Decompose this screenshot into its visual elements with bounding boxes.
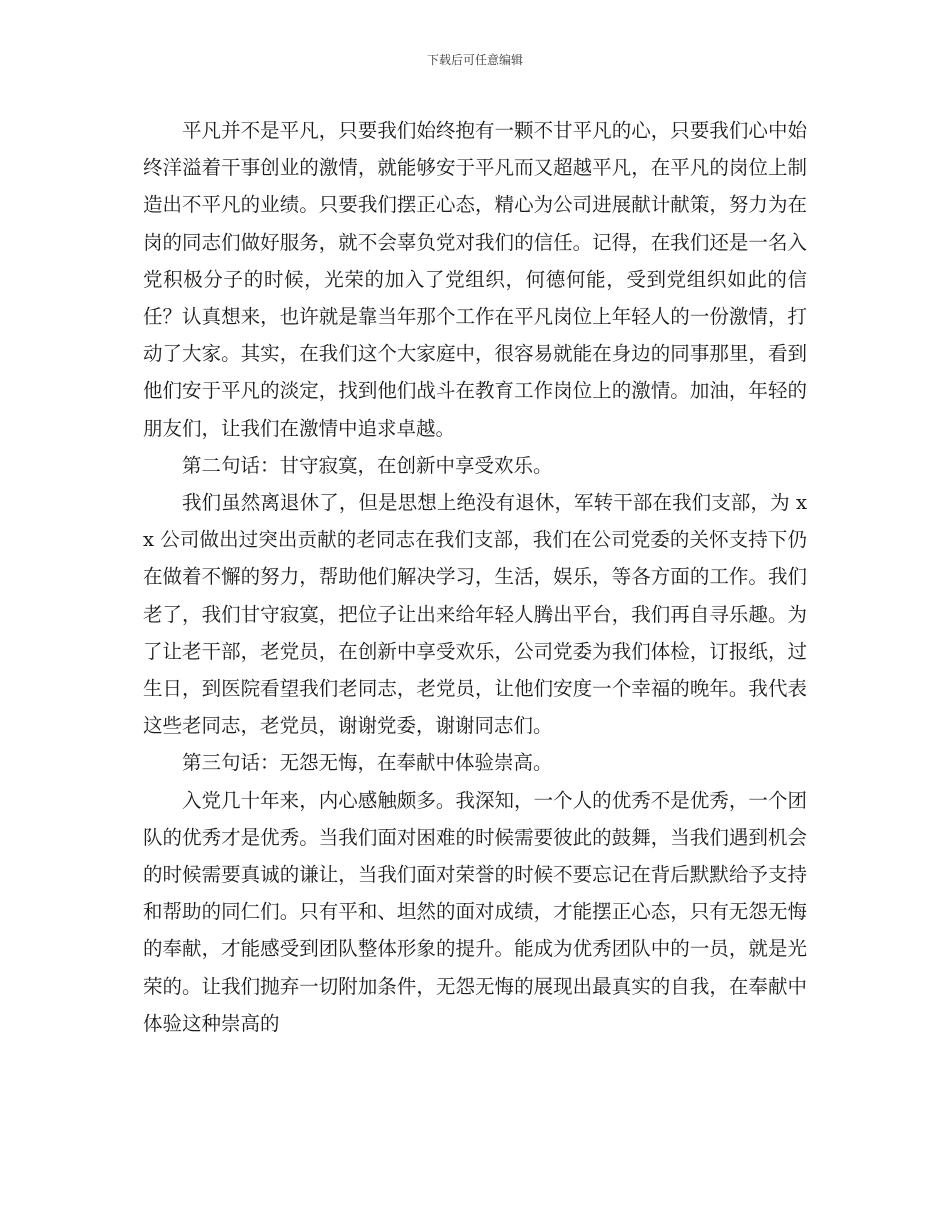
document-body	[143, 112, 807, 1042]
page-header-note: 下载后可任意编辑	[426, 53, 523, 67]
section-heading-second-sentence: 第二句话：甘守寂寞，在创新中享受欢乐。	[182, 453, 553, 477]
paragraph-retired-members: 我们虽然离退休了，但是思想上绝没有退休，军转干部在我们支部，为 xx 公司做出过突出贡献的老同志在我们支部，我们在公司党委的关怀支持下仍在做着不懈的努力，帮助他们解决学习，生活，娱乐，等各方面的工作。我们老了，我们甘守寂寞，把位子让出来给年轻人腾出平台，我们再自寻乐趣。为了让老干部，老党员，在创新中享受欢乐，公司党委为我们体检，订报纸，过生日，到医院看望我们老同志，老党员，让他们安度一个幸福的晚年。我代表这些老同志，老党员，谢谢党委，谢谢同志们。	[143, 491, 807, 738]
paragraph-team-dedication: 入党几十年来，内心感触颇多。我深知，一个人的优秀不是优秀，一个团队的优秀才是优秀。当我们面对困难的时候需要彼此的鼓舞，当我们遇到机会的时候需要真诚的谦让，当我们面对荣誉的时候不要忘记在背后默默给予支持和帮助的同仁们。只有平和、坦然的面对成绩，才能摆正心态，只有无怨无悔的奉献，才能感受到团队整体形象的提升。能成为优秀团队中的一员，就是光荣的。让我们抛弃一切附加条件，无怨无悔的展现出最真实的自我，在奉献中体验这种崇高的	[143, 788, 807, 1035]
paragraph-ordinary-not-ordinary: 平凡并不是平凡，只要我们始终抱有一颗不甘平凡的心，只要我们心中始终洋溢着干事创业的激情，就能够安于平凡而又超越平凡，在平凡的岗位上制造出不平凡的业绩。只要我们摆正心态，精心为公司进展献计献策，努力为在岗的同志们做好服务，就不会辜负党对我们的信任。记得，在我们还是一名入党积极分子的时候，光荣的加入了党组织，何德何能，受到党组织如此的信任？认真想来，也许就是靠当年那个工作在平凡岗位上年轻人的一份激情，打动了大家。其实，在我们这个大家庭中，很容易就能在身边的同事那里，看到他们安于平凡的淡定，找到他们战斗在教育工作岗位上的激情。加油，年轻的朋友们，让我们在激情中追求卓越。	[143, 119, 807, 440]
section-heading-third-sentence: 第三句话：无怨无悔，在奉献中体验崇高。	[182, 751, 553, 775]
